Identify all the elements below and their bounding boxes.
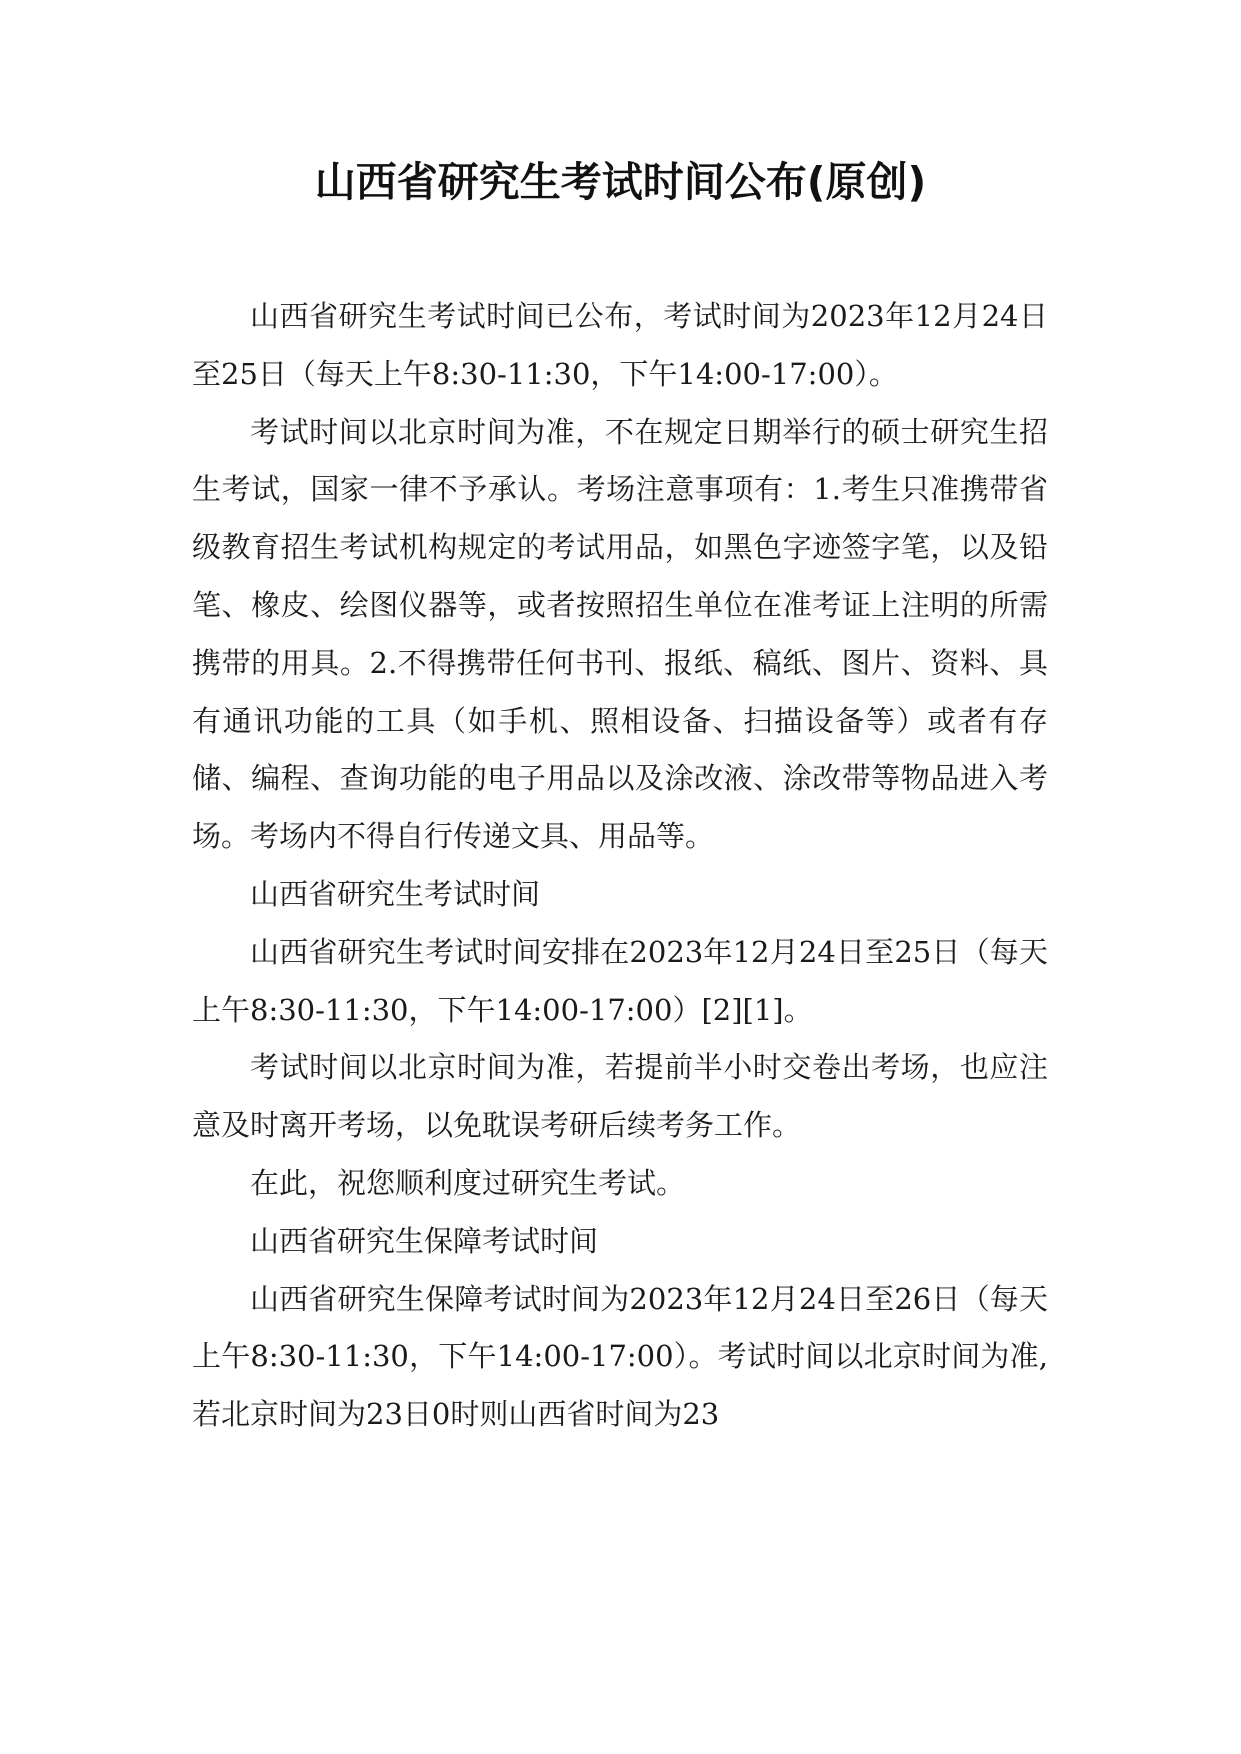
paragraph-guarantee-schedule: 山西省研究生保障考试时间为2023年12月24日至26日（每天上午8:30-11:30，下午14:00-17:00）。考试时间以北京时间为准,若北京时间为23日0时则山西省时间为23 [192, 1281, 1048, 1432]
paragraph-beijing-time-note: 考试时间以北京时间为准，若提前半小时交卷出考场，也应注意及时离开考场，以免耽误考研后续考务工作。 [192, 1050, 1048, 1143]
document-body [192, 288, 1048, 1444]
paragraph-announcement: 山西省研究生考试时间已公布，考试时间为2023年12月24日至25日（每天上午8:30-11:30，下午14:00-17:00）。 [192, 299, 1048, 391]
document-title: 山西省研究生考试时间公布(原创) [314, 158, 927, 206]
paragraph-exam-schedule: 山西省研究生考试时间安排在2023年12月24日至25日（每天上午8:30-11:30，下午14:00-17:00）[2][1]。 [192, 934, 1048, 1027]
section-heading-guarantee-time: 山西省研究生保障考试时间 [250, 1223, 599, 1258]
section-heading-exam-time: 山西省研究生考试时间 [250, 876, 541, 911]
paragraph-good-wishes: 在此，祝您顺利度过研究生考试。 [250, 1165, 686, 1200]
paragraph-exam-rules: 考试时间以北京时间为准，不在规定日期举行的硕士研究生招生考试，国家一律不予承认。考场注意事项有：1.考生只准携带省级教育招生考试机构规定的考试用品，如黑色字迹签字笔，以及铅笔、橡皮、绘图仪器等，或者按照招生单位在准考证上注明的所需携带的用具。2.不得携带任何书刊、报纸、稿纸、图片、资料、具有通讯功能的工具（如手机、照相设备、扫描设备等）或者有存储、编程、查询功能的电子用品以及涂改液、涂改带等物品进入考场。考场内不得自行传递文具、用品等。 [192, 414, 1048, 854]
